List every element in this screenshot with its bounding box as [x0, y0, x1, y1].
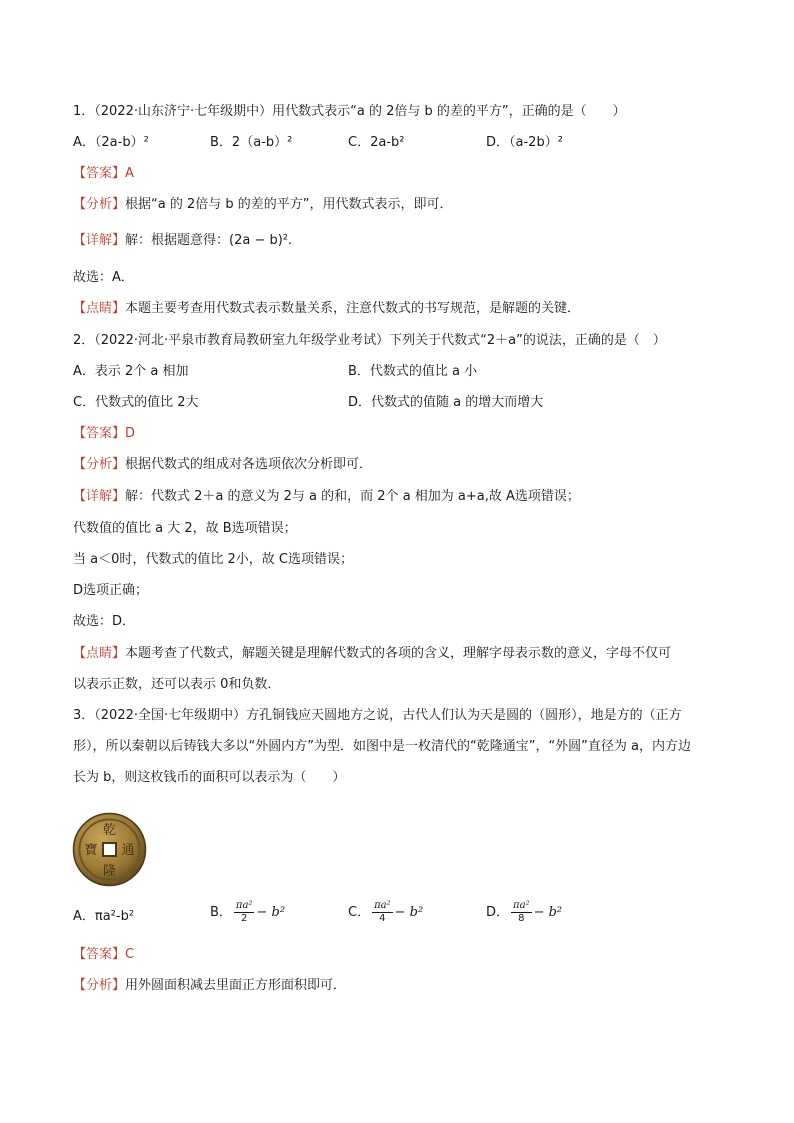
answer-tag: 【答案】	[73, 947, 126, 962]
q3-option-b	[210, 900, 285, 925]
q1-comment	[73, 300, 580, 318]
comment-text: 本题主要考查用代数式表示数量关系，注意代数式的书写规范，是解题的关键．	[125, 301, 581, 316]
coin-char-top: 乾	[102, 823, 117, 838]
option-label: D．	[486, 905, 510, 920]
q2-detail	[73, 488, 580, 506]
detail-text: 解：代数式 2＋a 的意义为 2与 a 的和，而 2个 a 相加为 a+a,故 A选项错误；	[125, 489, 580, 504]
fraction	[511, 900, 532, 925]
analysis-tag: 【分析】	[73, 197, 126, 212]
q1-stem: 1．（2022·山东济宁·七年级期中）用代数式表示“a 的 2倍与 b 的差的平方”，正确的是（ ）	[73, 104, 626, 119]
q3-stem-3: 长为 b，则这枚钱币的面积可以表示为（ ）	[73, 770, 346, 785]
coin-char-right: 通	[121, 843, 135, 858]
detail-tag: 【详解】	[73, 489, 126, 504]
q3-option-c	[348, 900, 423, 925]
answer-value: A	[125, 166, 134, 181]
minus-term: − b²	[256, 905, 286, 920]
analysis-text: 根据代数式的组成对各选项依次分析即可．	[125, 457, 373, 472]
q2-comment	[73, 645, 671, 663]
comment-tag: 【点睛】	[73, 301, 126, 316]
q2-analysis	[73, 456, 372, 474]
q2-option-c: C．代数式的值比 2大	[73, 395, 199, 410]
q2-choice: 故选：D．	[73, 614, 136, 629]
q2-detail-4: D选项正确；	[73, 583, 149, 598]
analysis-text: 根据“a 的 2倍与 b 的差的平方”，用代数式表示，即可．	[125, 197, 453, 212]
fraction	[372, 900, 393, 925]
option-label: C．	[348, 905, 371, 920]
fraction	[234, 900, 255, 925]
q2-detail-2: 代数值的值比 a 大 2，故 B选项错误；	[73, 521, 297, 536]
q3-stem-2: 形），所以秦朝以后铸钱大多以“外圆内方”为型．如图中是一枚清代的“乾隆通宝”，“外圆”直径为 a，内方边	[73, 739, 692, 754]
q1-option-c: C．2a-b²	[348, 135, 405, 150]
comment-tag: 【点睛】	[73, 646, 126, 661]
fraction-denominator: 8	[518, 913, 525, 924]
q3-answer	[73, 946, 134, 964]
q1-choice: 故选：A．	[73, 270, 134, 285]
fraction-numerator: πa²	[235, 900, 253, 911]
q3-option-d	[486, 900, 562, 925]
answer-value: D	[125, 426, 136, 441]
option-label: B．	[210, 905, 232, 920]
q3-analysis	[73, 977, 346, 995]
fraction-denominator: 2	[241, 913, 248, 924]
q1-answer	[73, 165, 134, 183]
q1-analysis	[73, 196, 453, 214]
q2-answer	[73, 425, 135, 443]
minus-term: − b²	[394, 905, 424, 920]
fraction-denominator: 4	[379, 913, 386, 924]
detail-text: 解：根据题意得：(2a − b)².	[125, 233, 293, 248]
q1-option-d: D．（a-2b）²	[486, 135, 563, 150]
detail-tag: 【详解】	[73, 233, 126, 248]
q2-comment-2: 以表示正数，还可以表示 0和负数．	[73, 677, 281, 692]
fraction-numerator: πa²	[513, 900, 530, 911]
analysis-tag: 【分析】	[73, 457, 126, 472]
q2-detail-3: 当 a＜0时，代数式的值比 2小，故 C选项错误；	[73, 552, 353, 567]
q3-stem: 3．（2022·全国·七年级期中）方孔铜钱应天圆地方之说，古代人们认为天是圆的（圆形），地是方的（正方	[73, 708, 682, 723]
q1-option-a: A．（2a-b）²	[73, 135, 149, 150]
coin-image	[72, 812, 147, 887]
q2-option-d: D．代数式的值随 a 的增大而增大	[348, 395, 544, 410]
analysis-tag: 【分析】	[73, 978, 126, 993]
analysis-text: 用外圆面积减去里面正方形面积即可．	[125, 978, 347, 993]
comment-text: 本题考查了代数式，解题关键是理解代数式的各项的含义，理解字母表示数的意义，字母不仅可	[125, 646, 672, 661]
fraction-numerator: πa²	[374, 900, 391, 911]
minus-term: − b²	[533, 905, 563, 920]
q3-option-a: A．πa²-b²	[73, 909, 135, 924]
q2-stem: 2．（2022·河北·平泉市教育局教研室九年级学业考试）下列关于代数式“2＋a”的说法，正确的是（ ）	[73, 333, 666, 348]
answer-value: C	[125, 947, 135, 962]
coin-char-left: 寶	[84, 843, 98, 858]
answer-tag: 【答案】	[73, 426, 126, 441]
coin-char-bottom: 隆	[102, 864, 117, 879]
answer-tag: 【答案】	[73, 166, 126, 181]
q1-detail	[73, 232, 292, 250]
q2-option-a: A．表示 2个 a 相加	[73, 364, 189, 379]
q2-option-b: B．代数式的值比 a 小	[348, 364, 478, 379]
q1-option-b: B．2（a-b）²	[210, 135, 293, 150]
